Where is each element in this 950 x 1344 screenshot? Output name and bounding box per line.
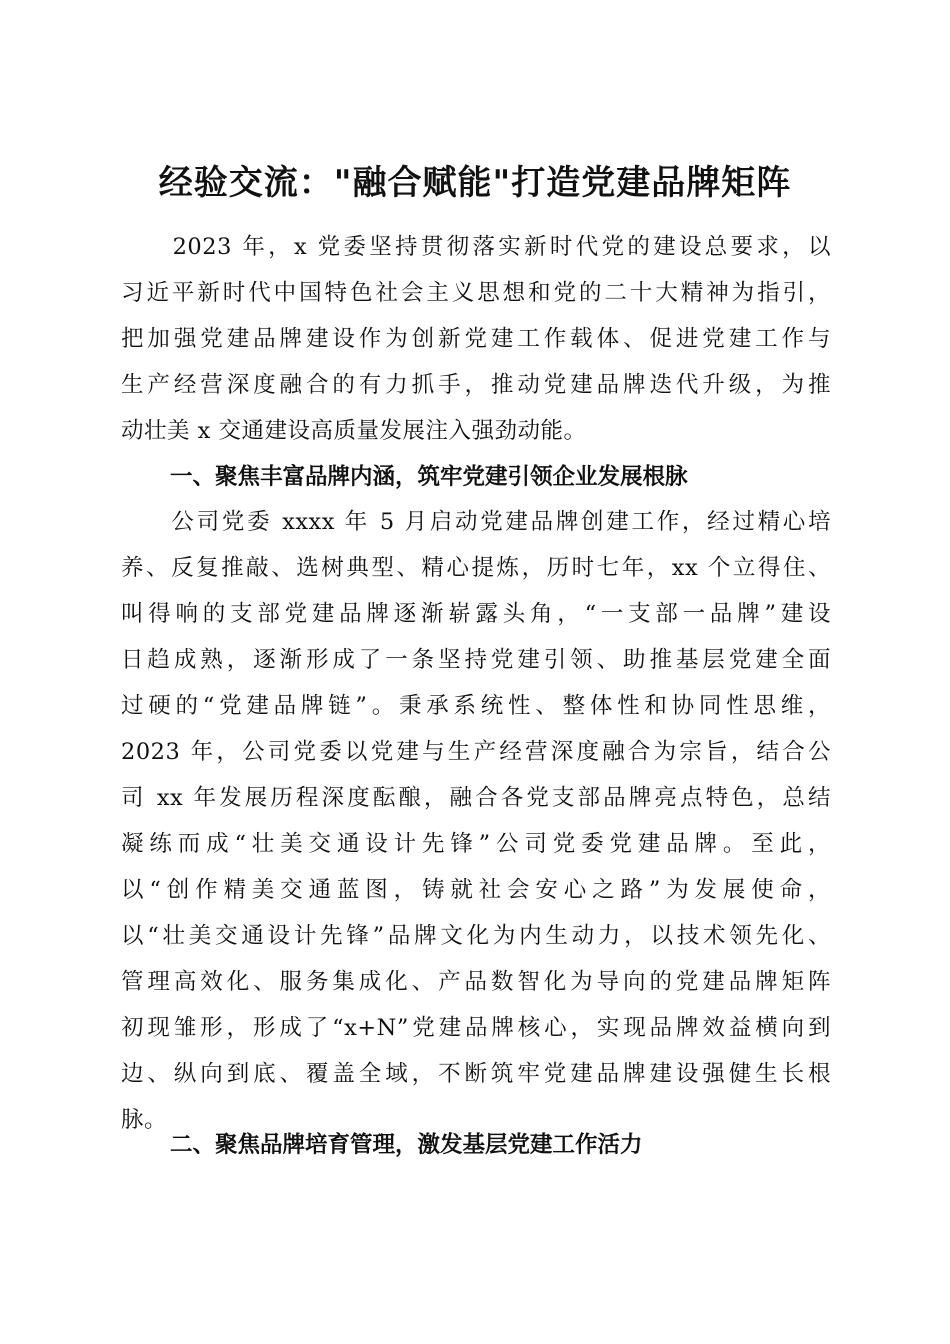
paragraph-line: 以“创作精美交通蓝图，铸就社会安心之路”为发展使命， (121, 877, 831, 903)
paragraph-line: 边、纵向到底、覆盖全域，不断筑牢党建品牌建设强健生长根 (121, 1061, 831, 1087)
paragraph-line: 习近平新时代中国特色社会主义思想和党的二十大精神为指引， (121, 280, 831, 306)
paragraph-line: 司 xx 年发展历程深度酝酿，融合各党支部品牌亮点特色，总结 (121, 785, 831, 811)
paragraph-line: 公司党委 xxxx 年 5 月启动党建品牌创建工作，经过精心培 (121, 509, 831, 535)
section-heading-2: 二、聚焦品牌培育管理，激发基层党建工作活力 (170, 1132, 643, 1158)
paragraph-line: 脉。 (121, 1107, 168, 1133)
intro-paragraph (121, 224, 831, 454)
paragraph-line: 生产经营深度融合的有力抓手，推动党建品牌迭代升级，为推 (121, 372, 831, 398)
paragraph-line: 过硬的“党建品牌链”。秉承系统性、整体性和协同性思维， (121, 693, 831, 719)
paragraph-line: 管理高效化、服务集成化、产品数智化为导向的党建品牌矩阵 (121, 969, 831, 995)
paragraph-line: 2023 年，公司党委以党建与生产经营深度融合为宗旨，结合公 (121, 739, 831, 765)
document-title: 经验交流："融合赋能"打造党建品牌矩阵 (158, 162, 792, 203)
paragraph-line: 凝练而成“壮美交通设计先锋”公司党委党建品牌。至此， (121, 831, 831, 857)
paragraph-line: 以“壮美交通设计先锋”品牌文化为内生动力，以技术领先化、 (121, 923, 831, 949)
paragraph-line: 养、反复推敲、选树典型、精心提炼，历时七年，xx 个立得住、 (121, 555, 831, 581)
section-heading-1: 一、聚焦丰富品牌内涵，筑牢党建引领企业发展根脉 (170, 464, 688, 490)
paragraph-line: 把加强党建品牌建设作为创新党建工作载体、促进党建工作与 (121, 326, 831, 352)
paragraph-line: 动壮美 x 交通建设高质量发展注入强劲动能。 (121, 418, 587, 444)
paragraph-line: 2023 年，x 党委坚持贯彻落实新时代党的建设总要求，以 (121, 234, 831, 260)
paragraph-line: 日趋成熟，逐渐形成了一条坚持党建引领、助推基层党建全面 (121, 647, 831, 673)
section1-paragraph (121, 499, 831, 1143)
paragraph-line: 初现雏形，形成了“x+N”党建品牌核心，实现品牌效益横向到 (121, 1015, 831, 1041)
paragraph-line: 叫得响的支部党建品牌逐渐崭露头角，“一支部一品牌”建设 (121, 601, 831, 627)
